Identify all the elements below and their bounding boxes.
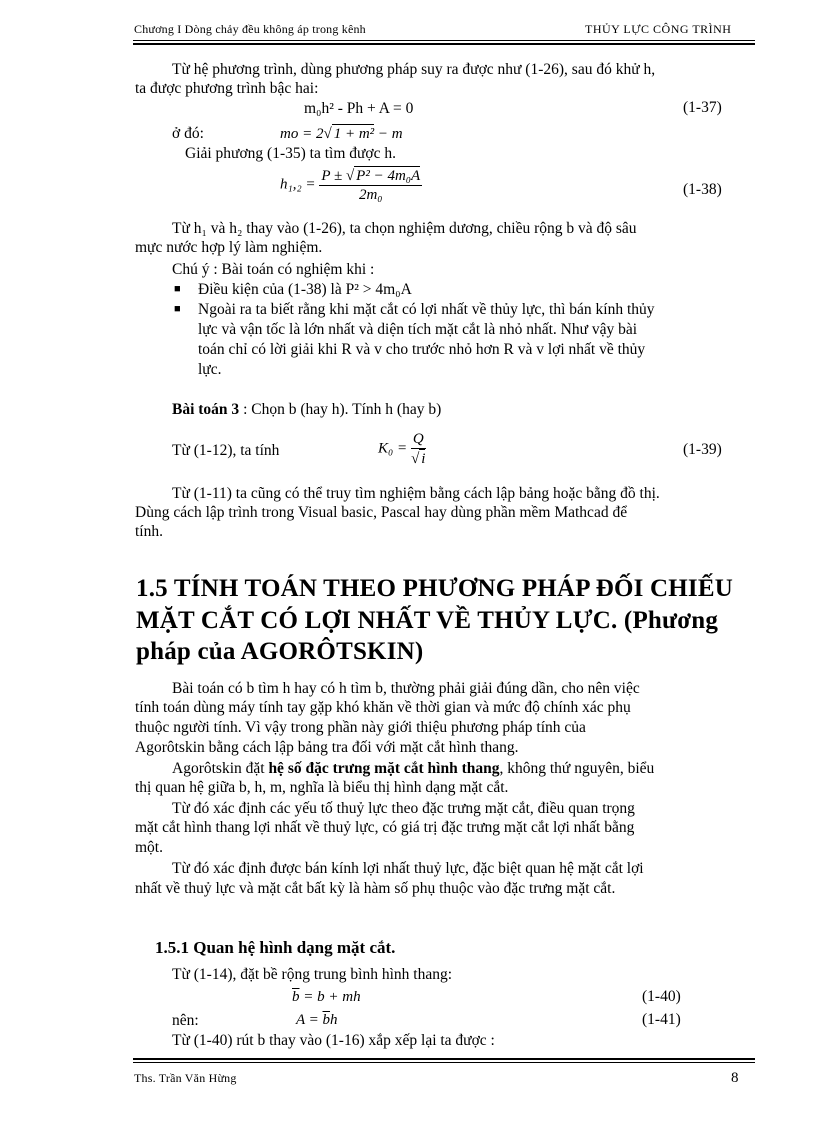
header-chapter: Chương I Dòng chảy đều không áp trong kênh [134, 22, 366, 36]
para3-line2: Dùng cách lập trình trong Visual basic, Pascal hay dùng phần mềm Mathcad để [135, 504, 628, 521]
page-number: 8 [731, 1070, 739, 1086]
bullet2-line2: lực và vận tốc là lớn nhất và diện tích mặt cắt là nhỏ nhất. Như vậy bài [198, 321, 638, 338]
eq38-num-a: P ± [321, 168, 346, 184]
odo-label: ở đó: [172, 125, 204, 142]
para6-line1: Từ đó xác định các yếu tố thuỷ lực theo đặc trưng mặt cắt, điều quan trọng [172, 800, 635, 817]
equation-1-38 [280, 166, 422, 204]
problem3-text: : Chọn b (hay h). Tính h (hay b) [239, 401, 442, 418]
eq38-num-root: P² − 4m₀A [356, 168, 421, 184]
section-heading-1-5-line2: MẶT CẮT CÓ LỢI NHẤT VỀ THỦY LỰC. (Phương [136, 607, 719, 634]
para3-line1: Từ (1-11) ta cũng có thể truy tìm nghiệm bằng cách lập bảng hoặc bằng đồ thị. [172, 485, 660, 502]
para5-bold-term: hệ số đặc trưng mặt cắt hình thang [268, 760, 500, 777]
para5-b: , không thứ nguyên, biểu [499, 760, 655, 777]
subsection-heading-1-5-1: 1.5.1 Quan hệ hình dạng mặt cắt. [155, 938, 396, 957]
para4-line3: thuộc người tính. Vì vậy trong phần này giới thiệu phương pháp tính của [135, 719, 586, 736]
footer-author: Ths. Trần Văn Hừng [134, 1071, 237, 1085]
equation-1-41 [296, 1011, 338, 1030]
para2-line2: mực nước hợp lý làm nghiệm. [135, 239, 323, 256]
m0-lhs: mo = 2 [280, 126, 324, 142]
eq41-bbar: $\overline{b}$ [322, 1012, 331, 1028]
footer-rule-thick [133, 1058, 755, 1060]
para2-line1: Từ h₁ và h₂ thay vào (1-26), ta chọn nghiệm dương, chiều rộng b và độ sâu [172, 220, 637, 237]
equation-number-1-37: (1-37) [683, 99, 722, 116]
para5-line2: thị quan hệ giữa b, h, m, nghĩa là biểu thị hình dạng mặt cắt. [135, 779, 509, 796]
eq41-h: h [330, 1012, 338, 1028]
m0-formula: mo = 2√ 1 + m² − m [280, 126, 403, 142]
note-line: Chú ý : Bài toán có nghiệm khi : [172, 261, 375, 278]
para6-line3: một. [135, 839, 163, 856]
bullet2-line1: Ngoài ra ta biết rằng khi mặt cắt có lợi nhất về thủy lực, thì bán kính thủy [198, 301, 655, 318]
bullet-icon: ■ [174, 303, 181, 315]
eq39-label: Từ (1-12), ta tính [172, 442, 280, 459]
m0-rest: − m [374, 126, 403, 142]
equation-number-1-39: (1-39) [683, 441, 722, 458]
bullet-icon: ■ [174, 283, 181, 295]
equation-1-40 [292, 988, 361, 1007]
eq39-root: i [421, 451, 426, 467]
para1-line1: Từ hệ phương trình, dùng phương pháp suy ra được như (1-26), sau đó khử h, [172, 61, 656, 78]
eq38-lhs: h₁,₂ = [280, 176, 316, 193]
eq40-rest: = b + mh [299, 989, 361, 1005]
eq38-denominator: 2m₀ [358, 187, 383, 203]
para8: Từ (1-14), đặt bề rộng trung bình hình thang: [172, 966, 453, 983]
para7-line1: Từ đó xác định được bán kính lợi nhất thuỷ lực, đặc biệt quan hệ mặt cắt lợi [172, 860, 644, 877]
solve-line: Giải phương (1-35) ta tìm được h. [185, 145, 396, 162]
problem3-line [172, 400, 441, 419]
para5-line1 [172, 759, 654, 778]
para4-line4: Agorôtskin bằng cách lập bảng tra đối với mặt cắt hình thang. [135, 739, 519, 756]
equation-number-1-41: (1-41) [642, 1011, 681, 1028]
eq39-denominator: √ i [411, 451, 426, 467]
eq40-bbar: $\overline{b}$ [292, 989, 300, 1005]
section-heading-1-5-line3: pháp của AGORÔTSKIN) [136, 638, 424, 665]
bullet2-line4: lực. [198, 361, 222, 378]
equation-1-37: m₀h² - Ph + A = 0 [304, 100, 414, 117]
eq39-fraction [411, 430, 426, 468]
header-rule [133, 40, 755, 41]
eq39-lhs: K₀ = [378, 440, 408, 457]
footer-rule [133, 1062, 755, 1063]
header-rule-thick [133, 43, 755, 45]
equation-number-1-38: (1-38) [683, 181, 722, 198]
equation-number-1-40: (1-40) [642, 988, 681, 1005]
eq38-fraction [319, 166, 422, 204]
bullet2-line3: toán chỉ có lời giải khi R và v cho trước nhỏ hơn R và v lợi nhất về thủy [198, 341, 646, 358]
para1-line2: ta được phương trình bậc hai: [135, 80, 319, 97]
problem3-title: Bài toán 3 [172, 401, 240, 418]
para5-a: Agorôtskin đặt [172, 760, 269, 777]
bullet1-text: Điều kiện của (1-38) là P² > 4m₀A [198, 281, 412, 298]
section-heading-1-5-line1: 1.5 TÍNH TOÁN THEO PHƯƠNG PHÁP ĐỐI CHIẾU [136, 575, 733, 602]
eq41-label: nên: [172, 1012, 199, 1029]
para4-line2: tính toán dùng máy tính tay gặp khó khăn về thời gian và mức độ chính xác phụ [135, 699, 631, 716]
eq41-a: A = [296, 1012, 323, 1028]
para6-line2: mặt cắt hình thang lợi nhất về thuỷ lực, có giá trị đặc trưng mặt cắt lợi nhất bằng [135, 819, 635, 836]
equation-1-39 [378, 430, 426, 468]
eq39-numerator: Q [412, 431, 424, 447]
para4-line1: Bài toán có b tìm h hay có h tìm b, thường phải giải đúng dần, cho nên việc [172, 680, 640, 697]
m0-root: 1 + m² [333, 126, 375, 142]
eq38-numerator: P ± √ P² − 4m₀A [321, 168, 421, 184]
para7-line2: nhất về thuỷ lực và mặt cắt bất kỳ là hàm số phụ thuộc vào đặc trưng mặt cắt. [135, 880, 616, 897]
para9: Từ (1-40) rút b thay vào (1-16) xắp xếp lại ta được : [172, 1032, 495, 1049]
para3-line3: tính. [135, 523, 163, 540]
header-book-title: THỦY LỰC CÔNG TRÌNH [585, 22, 732, 36]
